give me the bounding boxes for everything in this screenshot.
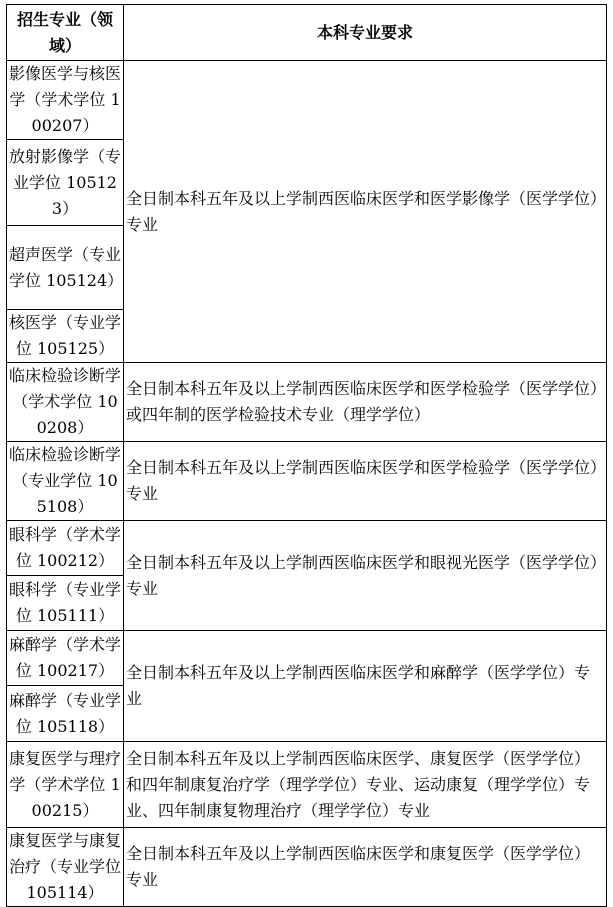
table-row [7,442,607,521]
table-row [7,631,607,686]
requirement-cell: 全日制本科五年及以上学制西医临床医学和康复医学（医学学位）专业 [124,828,607,907]
major-cell: 麻醉学（学术学位 100217） [7,631,124,686]
major-cell: 核医学（专业学位 105125） [7,310,124,363]
requirement-cell: 全日制本科五年及以上学制西医临床医学和医学检验学（医学学位）或四年制的医学检验技术专业（理学学位） [124,363,607,442]
major-cell: 放射影像学（专业学位 105123） [7,140,124,226]
requirement-cell: 全日制本科五年及以上学制西医临床医学和医学检验学（医学学位）专业 [124,442,607,521]
header-major: 招生专业（领域） [7,5,124,61]
requirement-cell: 全日制本科五年及以上学制西医临床医学和麻醉学（医学学位）专业 [124,631,607,742]
table-row [7,742,607,828]
major-cell: 临床检验诊断学（专业学位 105108） [7,442,124,521]
table-row [7,363,607,442]
table-row [7,521,607,576]
major-cell: 眼科学（专业学位 105111） [7,576,124,631]
major-cell: 康复医学与理疗学（学术学位 100215） [7,742,124,828]
admission-requirements-table [6,4,607,907]
major-cell: 影像医学与核医学（学术学位 100207） [7,61,124,140]
requirement-cell: 全日制本科五年及以上学制西医临床医学和眼视光医学（医学学位）专业 [124,521,607,631]
table-row [7,61,607,140]
major-cell: 超声医学（专业学位 105124） [7,226,124,310]
major-cell: 康复医学与康复治疗（专业学位 105114） [7,828,124,907]
requirement-cell: 全日制本科五年及以上学制西医临床医学、康复医学（医学学位）和四年制康复治疗学（理学学位）专业、运动康复（理学学位）专业、四年制康复物理治疗（理学学位）专业 [124,742,607,828]
header-requirement: 本科专业要求 [124,5,607,61]
major-cell: 临床检验诊断学（学术学位 100208） [7,363,124,442]
table-header-row [7,5,607,61]
requirement-cell: 全日制本科五年及以上学制西医临床医学和医学影像学（医学学位）专业 [124,61,607,363]
major-cell: 麻醉学（专业学位 105118） [7,686,124,742]
major-cell: 眼科学（学术学位 100212） [7,521,124,576]
